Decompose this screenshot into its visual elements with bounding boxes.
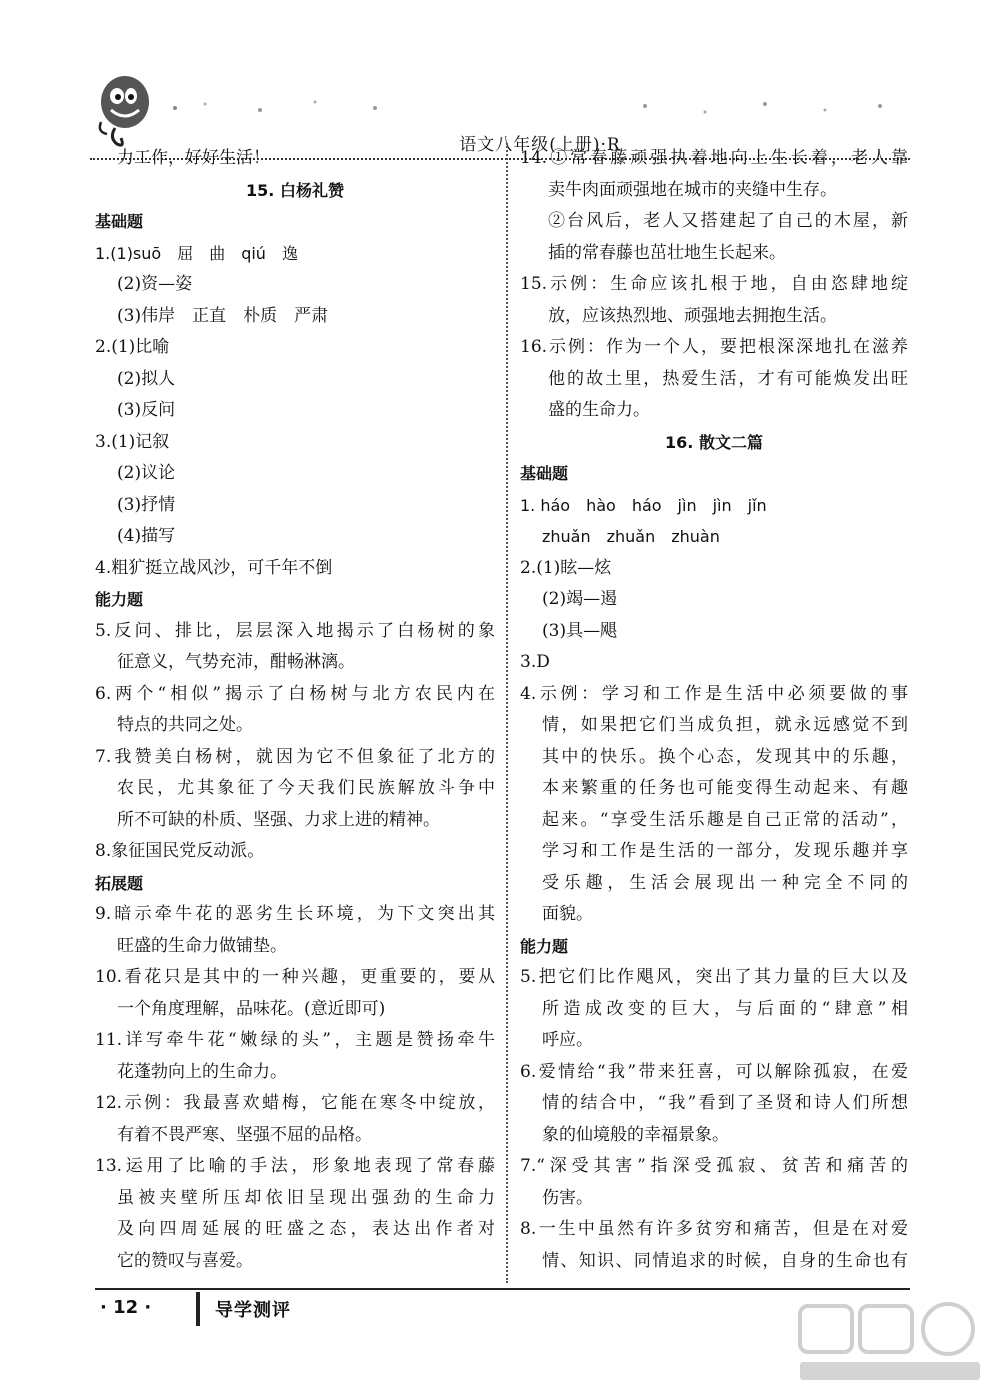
- answer-line: 情的结合中，“我”看到了圣贤和诗人们所想: [542, 1093, 908, 1113]
- answer-line: 其中的快乐。换个心态，发现其中的乐趣，: [542, 746, 908, 767]
- answer-line: 13.运用了比喻的手法，形象地表现了常春藤: [95, 1156, 495, 1176]
- answer-line: 面貌。: [542, 904, 593, 924]
- answer-line: 伤害。: [542, 1187, 593, 1208]
- answer-line: (3)反问: [117, 400, 176, 420]
- answer-line: 旺盛的生命力做铺垫。: [117, 935, 287, 956]
- answer-line: 7.我赞美白杨树，就因为它不但象征了北方的: [95, 746, 495, 767]
- answer-line: 本来繁重的任务也可能变得生动起来、有趣: [542, 778, 908, 798]
- answer-line: ②台风后，老人又搭建起了自己的木屋，新: [548, 211, 908, 231]
- answer-line: (2)竭—遏: [542, 589, 618, 609]
- answer-line: 所不可缺的朴质、坚强、力求上进的精神。: [117, 809, 440, 830]
- footer-rule: [95, 1288, 910, 1290]
- answer-line: (4)描写: [117, 526, 176, 546]
- page-number: · 12 ·: [100, 1297, 152, 1318]
- column-divider: [506, 143, 508, 1283]
- subsection-basic: 基础题: [95, 212, 144, 231]
- answer-line: 3.(1)记叙: [95, 431, 170, 452]
- section-title-15: 15. 白杨礼赞: [246, 180, 344, 200]
- answer-line: 8.象征国民党反动派。: [95, 841, 265, 861]
- answer-line: 4.粗犷挺立战风沙，可千年不倒: [95, 557, 333, 578]
- answer-line: (2)拟人: [117, 368, 176, 389]
- answer-line: 有着不畏严寒、坚强不屈的品格。: [117, 1124, 372, 1145]
- answer-line: 9.暗示牵牛花的恶劣生长环境，为下文突出其: [95, 904, 495, 924]
- mascot-logo-icon: [95, 72, 155, 154]
- answer-line: 情，如果把它们当成负担，就永远感觉不到: [542, 715, 908, 735]
- answer-line: 呼应。: [542, 1030, 593, 1050]
- answer-line: (3)抒情: [117, 494, 176, 515]
- answer-line: 特点的共同之处。: [117, 715, 253, 735]
- answer-line: 6.爱情给“我”带来狂喜，可以解除孤寂，在爱: [520, 1061, 908, 1082]
- answer-line: 5.反问、排比，层层深入地揭示了白杨树的象: [95, 620, 495, 641]
- answer-line: zhuǎn zhuǎn zhuàn: [542, 527, 720, 546]
- footer-separator: [196, 1292, 200, 1326]
- answer-line: (3)伟岸 正直 朴质 严肃: [117, 305, 329, 326]
- answer-line: (2)资—姿: [117, 274, 193, 294]
- right-column: [520, 143, 908, 1277]
- answer-line: 及向四周延展的旺盛之态，表达出作者对: [117, 1219, 495, 1239]
- answer-line: 8.一生中虽然有许多贫穷和痛苦，但是在对爱: [520, 1219, 908, 1239]
- answer-line: 农民，尤其象征了今天我们民族解放斗争中: [117, 778, 495, 798]
- answer-line: 4.示例：学习和工作是生活中必须要做的事: [520, 683, 908, 704]
- answer-line: 起来。“享受生活乐趣是自己正常的活动”，: [542, 809, 908, 830]
- answer-line: 情、知识、同情追求的时候，自身的生命也有: [542, 1250, 908, 1271]
- answer-line: 14.①常春藤顽强执着地向上生长着，老人靠: [520, 148, 908, 168]
- answer-line: 10.看花只是其中的一种兴趣，更重要的，要从: [95, 967, 495, 987]
- answer-line: 1.(1)suō 屈 曲 qiú 逸: [95, 243, 298, 263]
- answer-line: 2.(1)眩—炫: [520, 557, 612, 578]
- answer-line: 虽被夹壁所压却依旧呈现出强劲的生命力: [117, 1187, 495, 1208]
- answer-line: 放，应该热烈地、顽强地去拥抱生活。: [548, 305, 837, 326]
- answer-line: 学习和工作是生活的一部分，发现乐趣并享: [542, 841, 908, 861]
- answer-line: (2)议论: [117, 463, 176, 483]
- section-title-16: 16. 散文二篇: [665, 432, 763, 452]
- left-column: [95, 143, 495, 1277]
- answer-line: 一个角度理解，品味花。(意近即可): [117, 998, 386, 1019]
- text-line: 力工作，好好生活！: [117, 148, 270, 168]
- answer-line: 12.示例：我最喜欢蜡梅，它能在寒冬中绽放，: [95, 1093, 495, 1113]
- watermark-logo-icon: [790, 1300, 990, 1388]
- footer-brand: 导学测评: [215, 1300, 291, 1321]
- answer-line: 11.详写牵牛花“嫩绿的头”，主题是赞扬牵牛: [95, 1030, 495, 1050]
- answer-line: 16.示例：作为一个人，要把根深深地扎在滋养: [520, 337, 908, 357]
- answer-line: 3.D: [520, 652, 550, 672]
- answer-line: 插的常春藤也茁壮地生长起来。: [548, 242, 786, 263]
- answer-line: 征意义，气势充沛，酣畅淋漓。: [117, 652, 355, 672]
- header-title: 语文八年级(上册)·R: [459, 135, 621, 155]
- answer-line: 15.示例：生命应该扎根于地，自由恣肆地绽: [520, 274, 908, 294]
- answer-line: 6.两个“相似”揭示了白杨树与北方农民内在: [95, 683, 495, 704]
- answer-line: 1. háo hào háo jìn jìn jǐn: [520, 495, 767, 515]
- answer-line: 它的赞叹与喜爱。: [117, 1250, 253, 1271]
- answer-line: 受乐趣，生活会展现出一种完全不同的: [542, 872, 908, 893]
- answer-line: 5.把它们比作飓风，突出了其力量的巨大以及: [520, 967, 908, 987]
- subsection-ability: 能力题: [95, 590, 144, 609]
- answer-line: 花蓬勃向上的生命力。: [117, 1061, 287, 1082]
- answer-line: 他的故土里，热爱生活，才有可能焕发出旺: [548, 368, 908, 389]
- answer-line: 卖牛肉面顽强地在城市的夹缝中生存。: [548, 179, 837, 200]
- answer-line: (3)具—飓: [542, 620, 618, 641]
- answer-line: 2.(1)比喻: [95, 337, 170, 357]
- answer-line: 7.“深受其害”指深受孤寂、贫苦和痛苦的: [520, 1156, 908, 1176]
- subsection-ability: 能力题: [520, 936, 569, 956]
- answer-line: 所造成改变的巨大，与后面的“肆意”相: [542, 998, 908, 1019]
- answer-line: 象的仙境般的幸福景象。: [542, 1124, 729, 1145]
- header-decoration: [165, 90, 905, 120]
- answer-line: 盛的生命力。: [548, 400, 650, 420]
- subsection-basic: 基础题: [520, 464, 569, 483]
- subsection-extension: 拓展题: [95, 873, 144, 893]
